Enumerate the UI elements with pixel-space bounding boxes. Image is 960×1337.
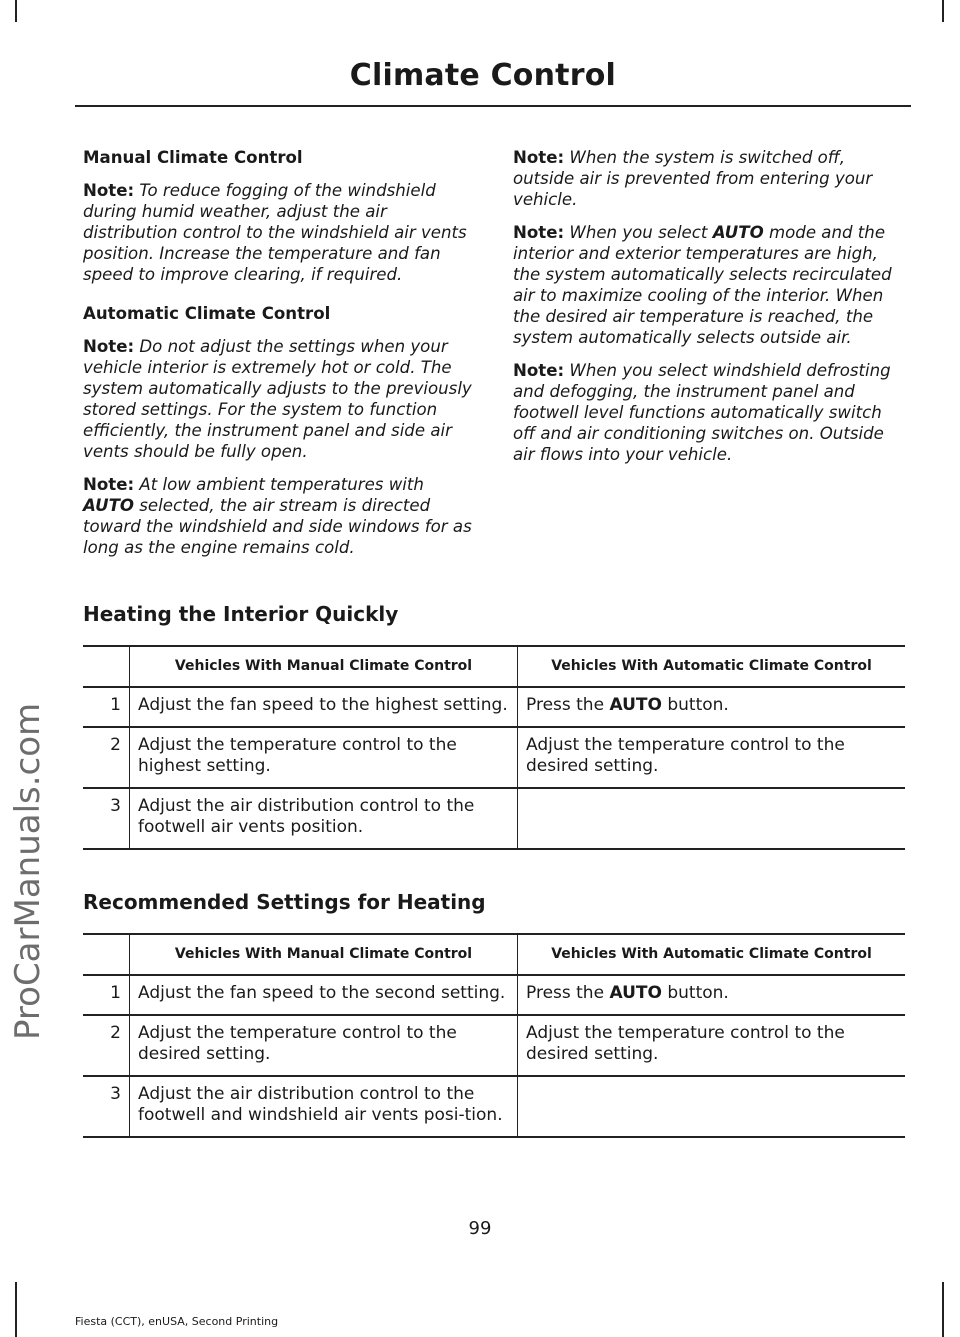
manual-climate-heading: Manual Climate Control — [83, 148, 303, 167]
note-defrosting — [513, 360, 908, 465]
table-row — [83, 788, 905, 849]
note-text: To reduce fogging of the windshield during humid weather, adjust the air distribution control to the windshield air vents position. Increase the temperature and fan speed to improve clearing, if required. — [83, 181, 467, 284]
page-number: 99 — [468, 1218, 492, 1239]
note-label: Note: — [513, 361, 565, 380]
heating-quickly-table — [83, 645, 905, 850]
note-text-post: selected, the air stream is directed toward the windshield and side windows for as long as the engine remains cold. — [83, 496, 472, 557]
table-row — [83, 1015, 905, 1076]
note-switched-off — [513, 147, 908, 210]
auto-keyword: AUTO — [609, 983, 662, 1003]
note-text: When you select windshield defrosting and defogging, the instrument panel and footwell level functions automatically switch off and air conditioning switches on. Outside air flows into your vehicle. — [513, 361, 891, 464]
step-number: 1 — [83, 975, 130, 1015]
auto-step: Adjust the temperature control to the desired setting. — [518, 727, 906, 788]
auto-step — [518, 1076, 906, 1137]
note-text: When the system is switched off, outside air is prevented from entering your vehicle. — [513, 148, 873, 209]
auto-step-post: button. — [667, 695, 729, 715]
auto-step: Adjust the temperature control to the desired setting. — [518, 1015, 906, 1076]
note-fogging — [83, 180, 478, 285]
step-number: 2 — [83, 1015, 130, 1076]
edition-footer: Fiesta (CCT), enUSA, Second Printing — [75, 1315, 279, 1328]
step-number: 2 — [83, 727, 130, 788]
note-auto-mode — [513, 222, 908, 348]
manual-column-header: Vehicles With Manual Climate Control — [130, 934, 518, 975]
auto-column-header: Vehicles With Automatic Climate Control — [518, 934, 906, 975]
table-row — [83, 727, 905, 788]
auto-climate-heading: Automatic Climate Control — [83, 304, 331, 323]
table-header-row — [83, 934, 905, 975]
manual-step: Adjust the temperature control to the desired setting. — [130, 1015, 518, 1076]
auto-step-pre: Press the — [526, 983, 605, 1003]
step-number: 3 — [83, 788, 130, 849]
table-row — [83, 975, 905, 1015]
auto-step — [518, 687, 906, 727]
title-divider — [75, 105, 911, 107]
crop-mark-top-left — [15, 0, 17, 22]
recommended-heating-table — [83, 933, 905, 1138]
table-row — [83, 1076, 905, 1137]
note-label: Note: — [513, 148, 565, 167]
note-text-pre: When you select — [569, 223, 708, 242]
auto-step-pre: Press the — [526, 695, 605, 715]
crop-mark-bottom-right — [942, 1282, 944, 1337]
auto-step — [518, 788, 906, 849]
auto-keyword: AUTO — [609, 695, 662, 715]
note-text: Do not adjust the settings when your vehicle interior is extremely hot or cold. The system automatically adjusts to the previously stored settings. For the system to function efficiently, the instrument panel and side air vents should be fully open. — [83, 337, 472, 461]
right-column — [513, 147, 908, 477]
table-header-row — [83, 646, 905, 687]
manual-step: Adjust the fan speed to the highest setting. — [130, 687, 518, 727]
manual-step: Adjust the air distribution control to the footwell air vents position. — [130, 788, 518, 849]
note-label: Note: — [513, 223, 565, 242]
crop-mark-bottom-left — [15, 1282, 17, 1337]
step-number: 1 — [83, 687, 130, 727]
table-row — [83, 687, 905, 727]
note-label: Note: — [83, 181, 135, 200]
note-text-post: mode and the interior and exterior temperatures are high, the system automatically selects recirculated air to maximize cooling of the interior. When the desired air temperature is reached, the system automatically selects outside air. — [513, 223, 892, 347]
note-label: Note: — [83, 475, 135, 494]
note-label: Note: — [83, 337, 135, 356]
auto-keyword: AUTO — [712, 223, 764, 242]
manual-step: Adjust the temperature control to the highest setting. — [130, 727, 518, 788]
heating-quickly-heading: Heating the Interior Quickly — [83, 602, 399, 626]
recommended-heating-heading: Recommended Settings for Heating — [83, 890, 486, 914]
note-low-temperature — [83, 474, 478, 558]
watermark: ProCarManuals.com — [8, 702, 48, 1040]
left-column — [83, 147, 478, 570]
step-number: 3 — [83, 1076, 130, 1137]
step-column-header — [83, 646, 130, 687]
note-settings — [83, 336, 478, 462]
auto-step-post: button. — [667, 983, 729, 1003]
manual-step: Adjust the air distribution control to the footwell and windshield air vents posi-tion. — [130, 1076, 518, 1137]
manual-column-header: Vehicles With Manual Climate Control — [130, 646, 518, 687]
auto-column-header: Vehicles With Automatic Climate Control — [518, 646, 906, 687]
note-text-pre: At low ambient temperatures with — [139, 475, 424, 494]
auto-step — [518, 975, 906, 1015]
step-column-header — [83, 934, 130, 975]
manual-step: Adjust the fan speed to the second setting. — [130, 975, 518, 1015]
crop-mark-top-right — [942, 0, 944, 22]
auto-keyword: AUTO — [83, 496, 134, 515]
page-title: Climate Control — [349, 58, 616, 93]
